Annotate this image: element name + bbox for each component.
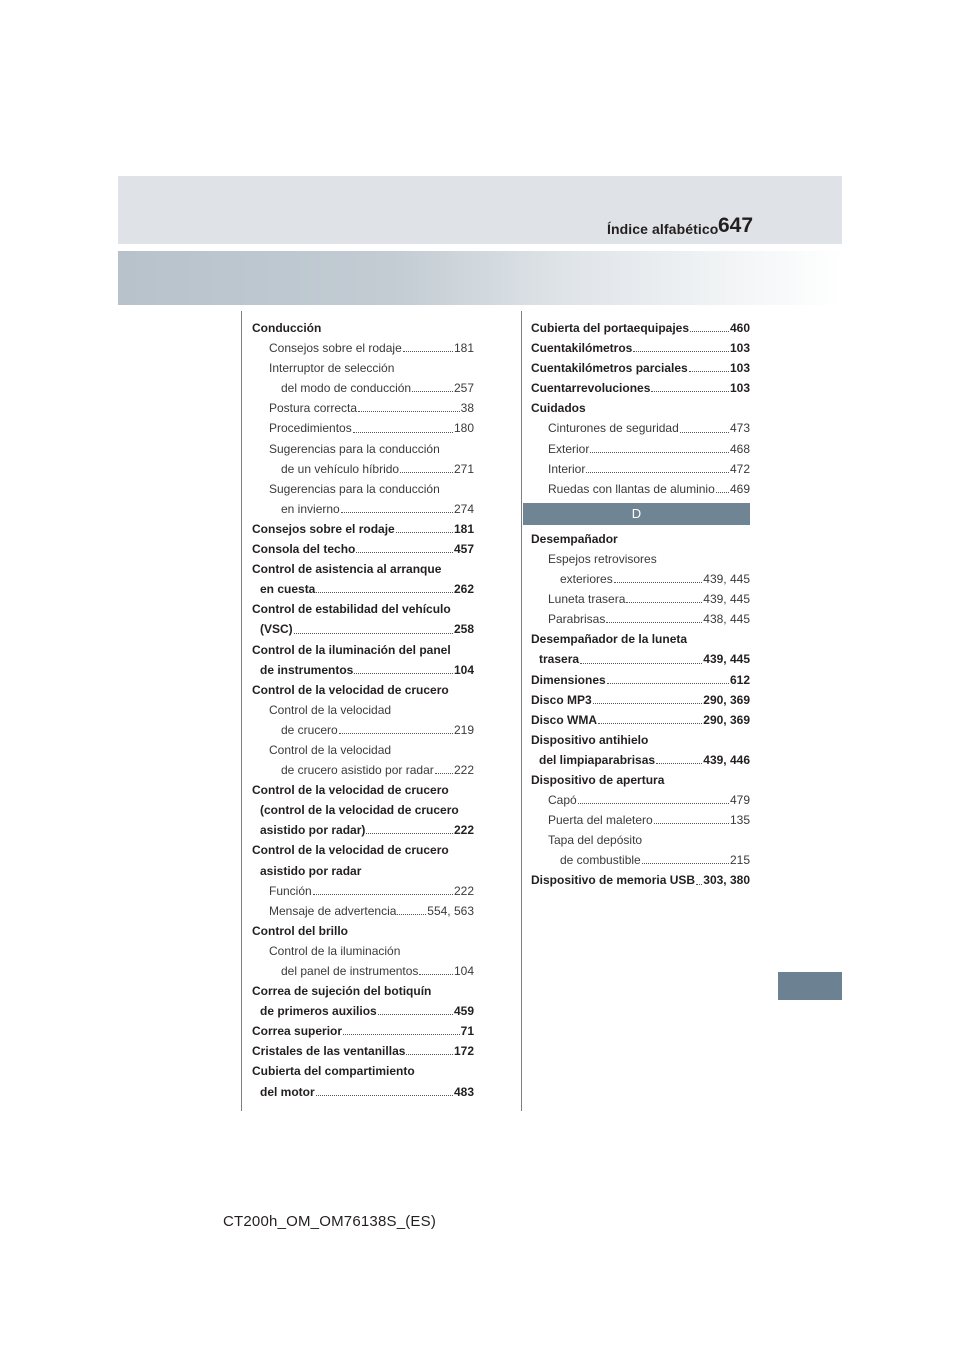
footer-code: CT200h_OM_OM76138S_(ES) (223, 1213, 437, 1230)
index-entry-page: 439, 445 (703, 592, 750, 607)
index-entry (252, 599, 474, 619)
index-entry (252, 861, 474, 881)
index-entry (252, 901, 474, 921)
index-entry (252, 921, 474, 941)
index-entries-c (531, 318, 750, 499)
index-entry-page: 459 (453, 1004, 474, 1019)
section-gradient-band (118, 251, 842, 305)
index-entry-term: Dispositivo de apertura (531, 772, 665, 787)
index-entry-page: 271 (453, 461, 474, 476)
dot-leader (403, 351, 453, 352)
index-entry-term: Mensaje de advertencia (269, 903, 397, 918)
index-entry-term: en invierno (281, 501, 340, 516)
index-entry-term: Control de la iluminación del panel (252, 642, 451, 657)
index-entry-term: Cuentakilómetros parciales (531, 361, 688, 376)
index-entry-page: 38 (460, 401, 474, 416)
index-entry (252, 1021, 474, 1041)
index-entry (252, 338, 474, 358)
index-entry-term: (control de la velocidad de crucero (260, 803, 459, 818)
index-entry-page: 290, 369 (703, 692, 750, 707)
index-entry (531, 439, 750, 459)
index-entry-page: 181 (453, 521, 474, 536)
index-entry (531, 629, 750, 649)
index-entry (252, 1082, 474, 1102)
index-entry (531, 549, 750, 569)
index-entry (531, 670, 750, 690)
index-entry-term: de combustible (560, 853, 641, 868)
index-entry-term: del motor (260, 1084, 315, 1099)
index-entry-page: 439, 445 (703, 572, 750, 587)
index-entry (252, 981, 474, 1001)
index-entry-term: Conducción (252, 321, 322, 335)
dot-leader (316, 1095, 453, 1096)
dot-leader (343, 1034, 460, 1035)
index-entry-term: Procedimientos (269, 421, 352, 436)
dot-leader (680, 432, 729, 433)
index-entry-term: del panel de instrumentos (281, 964, 419, 978)
dot-leader (378, 1014, 453, 1015)
index-entry-term: Desempañador (531, 531, 618, 546)
column-divider-middle (521, 311, 522, 1111)
index-entry-term: Control de estabilidad del vehículo (252, 602, 451, 617)
index-entry-term: Desempañador de la luneta (531, 632, 688, 647)
index-column-right (531, 318, 750, 891)
index-entry-page: 469 (729, 481, 750, 496)
dot-leader (400, 472, 453, 473)
index-entry-term: Consejos sobre el rodaje (269, 341, 402, 356)
index-entry-term: Disco WMA (531, 712, 597, 727)
index-entry (531, 479, 750, 499)
dot-leader (406, 1054, 453, 1055)
index-entry-page: 554, 563 (427, 903, 474, 918)
index-entry-term: Control de asistencia al arranque (252, 562, 442, 577)
index-entry-term: Consejos sobre el rodaje (252, 521, 395, 536)
index-entry-term: Cuentakilómetros (531, 341, 633, 356)
index-entry-page: 468 (729, 441, 750, 456)
index-entry-page: 103 (729, 341, 750, 356)
index-entry (252, 378, 474, 398)
index-entry (252, 358, 474, 378)
index-entry-term: Interruptor de selección (269, 361, 395, 376)
index-entry (252, 941, 474, 961)
index-entry (252, 800, 474, 820)
index-entry-page: 290, 369 (703, 712, 750, 727)
index-entry (252, 459, 474, 479)
index-entry (531, 318, 750, 338)
page-title: Índice alfabético (607, 221, 719, 237)
index-entry (252, 619, 474, 639)
index-entry-term: Puerta del maletero (548, 813, 653, 828)
index-entry (531, 750, 750, 770)
dot-leader (690, 331, 729, 332)
dot-leader (366, 833, 453, 834)
dot-leader (689, 371, 729, 372)
index-entry (252, 780, 474, 800)
dot-leader (633, 351, 729, 352)
index-entry-term: Cubierta del compartimiento (252, 1064, 415, 1079)
index-entry-page: 438, 445 (703, 612, 750, 627)
index-entry (252, 1001, 474, 1021)
index-entry (531, 418, 750, 438)
index-entries-d (531, 529, 750, 891)
index-entry-term: de crucero (281, 722, 338, 737)
index-entry-term: de primeros auxilios (260, 1004, 377, 1019)
chapter-side-tab (778, 972, 842, 1000)
index-entry-term: Postura correcta (269, 401, 358, 416)
page-number: 647 (718, 214, 754, 237)
index-entry-page: 222 (453, 823, 474, 838)
index-entry-page: 483 (453, 1084, 474, 1099)
index-entry-term: Cubierta del portaequipajes (531, 321, 690, 335)
dot-leader (396, 532, 453, 533)
section-header-d: D (523, 503, 750, 525)
index-entry-term: Consola del techo (252, 542, 356, 557)
index-entry-term: Control de la velocidad (269, 702, 392, 717)
dot-leader (353, 432, 453, 433)
index-entry-page: 257 (453, 381, 474, 396)
index-entry-term: Función (269, 883, 312, 898)
index-entry-term: Cinturones de seguridad (548, 421, 679, 436)
index-entry (531, 569, 750, 589)
index-entry (252, 760, 474, 780)
index-entry (531, 690, 750, 710)
index-entry-page: 460 (729, 321, 750, 335)
index-entry-term: Parabrisas (548, 612, 606, 627)
dot-leader (316, 592, 453, 593)
index-entry (531, 649, 750, 669)
index-entry-term: asistido por radar (260, 863, 362, 878)
dot-leader (358, 411, 460, 412)
index-entry-term: de crucero asistido por radar (281, 763, 434, 778)
index-entry-page: 457 (453, 542, 474, 557)
index-entry (252, 961, 474, 981)
index-entry-term: del modo de conducción (281, 381, 412, 396)
index-entry (252, 640, 474, 660)
index-entry (252, 840, 474, 860)
index-entry-page: 103 (729, 361, 750, 376)
index-entry (531, 710, 750, 730)
dot-leader (435, 773, 453, 774)
index-entry-page: 71 (460, 1024, 474, 1039)
dot-leader (642, 863, 729, 864)
index-entry-page: 439, 446 (703, 752, 750, 767)
index-entry (531, 730, 750, 750)
dot-leader (696, 884, 702, 885)
index-entry-page: 181 (453, 341, 474, 356)
index-entry-term: (VSC) (260, 622, 293, 637)
index-entry (252, 680, 474, 700)
index-entry-page: 219 (453, 722, 474, 737)
index-entry (252, 559, 474, 579)
dot-leader (606, 622, 702, 623)
index-entry-term: Sugerencias para la conducción (269, 481, 440, 496)
index-entry-term: Control de la velocidad (269, 742, 392, 757)
index-entry-page: 612 (729, 672, 750, 687)
index-entry (252, 1041, 474, 1061)
dot-leader (654, 823, 729, 824)
dot-leader (716, 492, 729, 493)
dot-leader (651, 391, 729, 392)
index-entry-term: Cristales de las ventanillas (252, 1044, 406, 1059)
dot-leader (419, 974, 453, 975)
index-entry (252, 579, 474, 599)
index-entry-page: 303, 380 (703, 873, 750, 888)
dot-leader (578, 803, 729, 804)
index-entry-term: en cuesta (260, 582, 316, 597)
index-entry-term: trasera (539, 652, 580, 667)
index-entry-term: del limpiaparabrisas (539, 752, 656, 767)
index-entry (531, 589, 750, 609)
dot-leader (356, 552, 453, 553)
index-entry (531, 378, 750, 398)
dot-leader (614, 582, 703, 583)
dot-leader (339, 733, 453, 734)
index-entry (252, 318, 474, 338)
index-entry (531, 338, 750, 358)
dot-leader (412, 391, 453, 392)
index-entry-term: Dimensiones (531, 672, 606, 687)
dot-leader (656, 763, 702, 764)
index-entry-page: 104 (453, 964, 474, 978)
index-entry (531, 790, 750, 810)
index-entry (531, 830, 750, 850)
index-entry (531, 810, 750, 830)
index-entry (252, 740, 474, 760)
index-entry-term: Control de la velocidad de crucero (252, 843, 449, 858)
index-entry-page: 274 (453, 501, 474, 516)
index-entry (531, 770, 750, 790)
index-entry-page: 258 (453, 622, 474, 637)
index-entry-page: 135 (729, 813, 750, 828)
index-entry (531, 529, 750, 549)
index-entry-term: Luneta trasera (548, 592, 626, 607)
index-entry-term: Ruedas con llantas de aluminio (548, 481, 715, 496)
index-entry-term: Tapa del depósito (548, 833, 643, 848)
dot-leader (294, 633, 453, 634)
index-entry-term: de instrumentos (260, 662, 354, 677)
index-entry-term: Cuentarrevoluciones (531, 381, 651, 396)
index-entry (531, 609, 750, 629)
dot-leader (626, 602, 702, 603)
index-entry-term: exteriores (560, 572, 613, 587)
index-entry-term: Correa de sujeción del botiquín (252, 984, 432, 999)
dot-leader (593, 703, 703, 704)
index-entry (252, 660, 474, 680)
index-entry (252, 439, 474, 459)
index-entry-page: 172 (453, 1044, 474, 1059)
index-entry (531, 358, 750, 378)
index-entry (252, 539, 474, 559)
index-entry (252, 499, 474, 519)
index-entry-page: 222 (453, 763, 474, 778)
index-column-left (252, 318, 474, 1102)
dot-leader (607, 683, 729, 684)
index-entry-term: Exterior (548, 441, 590, 456)
index-entry-term: Dispositivo de memoria USB (531, 873, 696, 888)
index-entry (252, 700, 474, 720)
index-entry-term: Espejos retrovisores (548, 551, 657, 566)
index-entry-page: 262 (453, 582, 474, 597)
index-entry (252, 519, 474, 539)
index-entry-page: 473 (729, 421, 750, 436)
index-entry-page: 103 (729, 381, 750, 396)
index-entry-page: 472 (729, 461, 750, 476)
index-entry-page: 104 (453, 662, 474, 677)
index-entry (531, 398, 750, 418)
dot-leader (341, 512, 453, 513)
index-entry-term: Capó (548, 793, 577, 808)
index-entry-term: Dispositivo antihielo (531, 732, 649, 747)
dot-leader (397, 914, 426, 915)
dot-leader (580, 663, 702, 664)
index-entry-term: Control de la velocidad de crucero (252, 783, 449, 798)
index-entry (531, 459, 750, 479)
index-entry (252, 418, 474, 438)
index-entry-page: 180 (453, 421, 474, 436)
index-entry-page: 222 (453, 883, 474, 898)
dot-leader (313, 894, 453, 895)
index-entry-term: Cuidados (531, 401, 586, 416)
index-entry (252, 820, 474, 840)
index-entry-term: Interior (548, 461, 586, 476)
index-entry (252, 720, 474, 740)
dot-leader (354, 673, 453, 674)
index-entry-term: Sugerencias para la conducción (269, 441, 440, 456)
dot-leader (590, 452, 729, 453)
index-entry-term: asistido por radar) (260, 823, 366, 838)
index-entry-term: Control de la iluminación (269, 943, 401, 958)
index-entry-term: Correa superior (252, 1024, 343, 1039)
index-entry-page: 215 (729, 853, 750, 868)
column-divider-left (241, 311, 242, 1111)
index-entry-term: de un vehículo híbrido (281, 461, 400, 476)
index-entry (252, 479, 474, 499)
index-entry-page: 479 (729, 793, 750, 808)
index-entry (252, 1061, 474, 1081)
index-entry (252, 398, 474, 418)
index-entry-term: Control de la velocidad de crucero (252, 682, 449, 697)
index-entry (531, 850, 750, 870)
dot-leader (598, 723, 702, 724)
index-entry (252, 881, 474, 901)
index-entry-term: Disco MP3 (531, 692, 592, 707)
dot-leader (586, 472, 729, 473)
index-entry-page: 439, 445 (703, 652, 750, 667)
index-entry-term: Control del brillo (252, 923, 348, 938)
index-entry (531, 870, 750, 890)
